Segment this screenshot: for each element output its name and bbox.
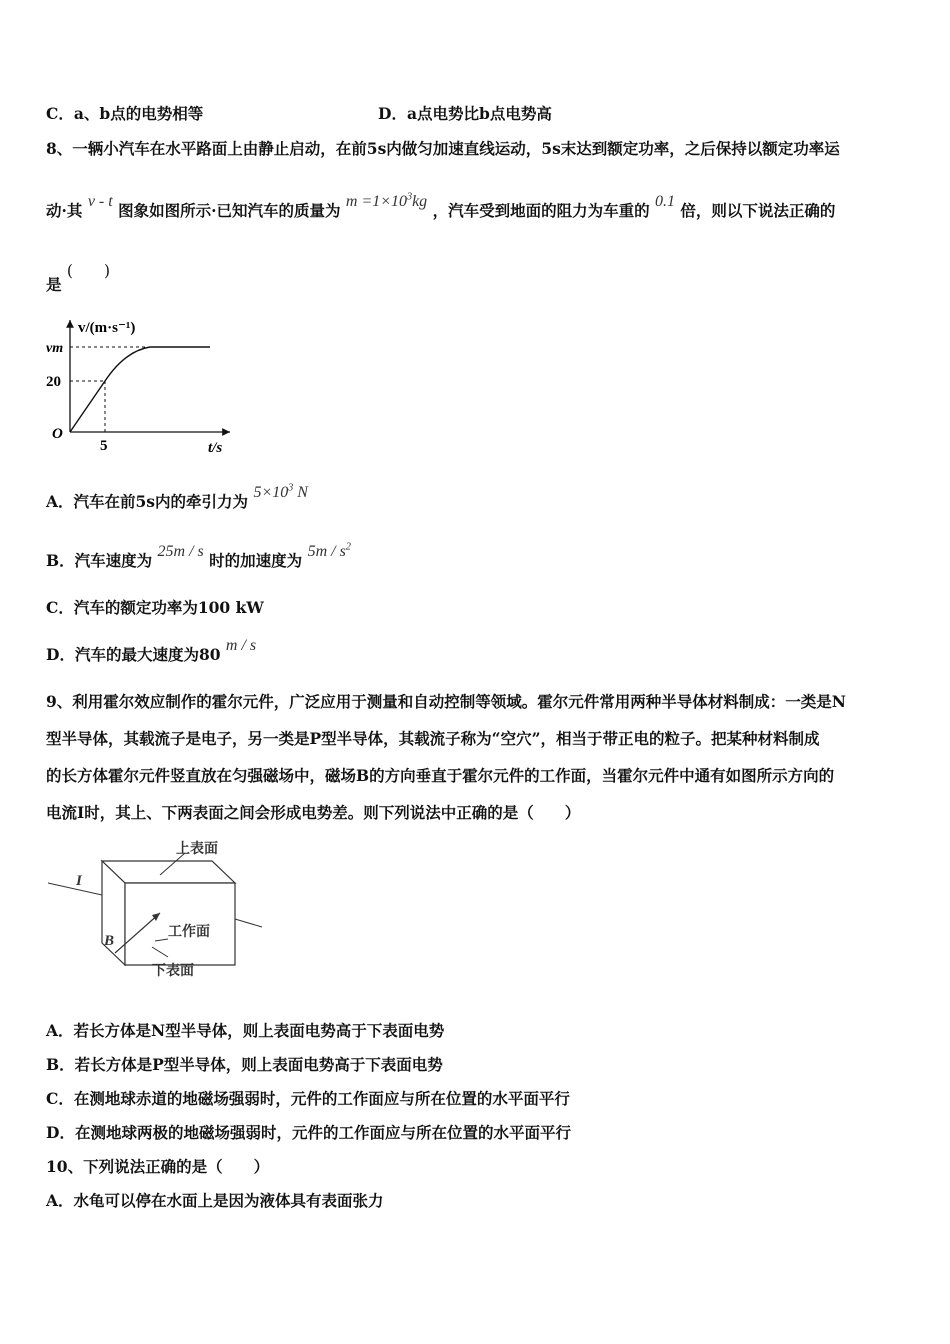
q9-stem-line2: 型半导体，其载流子是电子，另一类是P型半导体，其载流子称为“空穴”，相当于带正电的粒子。把某种材料制成 xyxy=(46,729,820,748)
q8-stem-line1: 8、一辆小汽车在水平路面上由静止启动，在前5s内做匀加速直线运动，5s末达到额定功率，之后保持以额定功率运 xyxy=(46,139,840,158)
q9-option-c: C．在测地球赤道的地磁场强弱时，元件的工作面应与所在位置的水平面平行 xyxy=(46,1089,570,1108)
q10-stem: 10、下列说法正确的是（ ） xyxy=(46,1157,270,1176)
q8-text-b: 图象如图所示·已知汽车的质量为 xyxy=(118,201,341,220)
current-label: I xyxy=(76,873,82,889)
q9-option-b: B．若长方体是P型半导体，则上表面电势高于下表面电势 xyxy=(46,1055,443,1074)
q8-text-c: ，汽车受到地面的阻力为车重的 xyxy=(432,201,650,220)
answer-bracket: ( ) xyxy=(66,262,111,280)
q8-text-d: 倍，则以下说法正确的 xyxy=(680,201,836,220)
q8-option-c: C．汽车的额定功率为100 kW xyxy=(46,598,264,617)
q8-stem-line2 xyxy=(46,191,836,221)
y-tick-20: 20 xyxy=(46,374,61,390)
vt-symbol: v - t xyxy=(87,193,113,210)
q8-text-e: 是 xyxy=(46,275,62,294)
q8-option-d: D．汽车的最大速度为80 m / s xyxy=(46,637,257,664)
origin-label: O xyxy=(52,426,63,442)
hall-element-figure xyxy=(40,835,280,985)
field-label: B xyxy=(104,933,115,949)
q10-option-a: A．水龟可以停在水面上是因为液体具有表面张力 xyxy=(46,1191,384,1210)
q9-stem-line4: 电流I时，其上、下两表面之间会形成电势差。则下列说法中正确的是（ ） xyxy=(46,803,581,822)
bottom-surface-label: 下表面 xyxy=(152,964,194,979)
vt-graph xyxy=(40,308,240,458)
q8-stem-line3 xyxy=(46,262,111,295)
work-face xyxy=(125,883,235,965)
current-wire-right xyxy=(235,919,262,927)
q9-option-a: A．若长方体是N型半导体，则上表面电势高于下表面电势 xyxy=(46,1021,445,1040)
q8-option-a: A．汽车在前5s内的牵引力为 $5\times 10^3$ N xyxy=(46,482,308,511)
q9-stem-line1: 9、利用霍尔效应制作的霍尔元件，广泛应用于测量和自动控制等领域。霍尔元件常用两种半导体材料制成：一类是N xyxy=(46,692,846,711)
friction-ratio: 0.1 xyxy=(655,193,675,210)
x-tick-5: 5 xyxy=(100,438,108,454)
mass-expression: $m =1\times 10^3kg$ xyxy=(345,191,428,210)
q7-option-d: D．a点电势比b点电势高 xyxy=(378,104,552,123)
vm-label: vm xyxy=(46,341,64,356)
q8-text-a: 动·其 xyxy=(46,201,83,220)
x-axis-label: t/s xyxy=(208,440,223,456)
current-wire-left xyxy=(48,883,102,895)
q8-option-b: B．汽车速度为 25m / s 时的加速度为 $5m / s^2$ xyxy=(46,541,351,570)
y-axis-label: v/(m·s⁻¹) xyxy=(78,320,136,336)
velocity-curve xyxy=(70,347,210,432)
q9-stem-line3: 的长方体霍尔元件竖直放在匀强磁场中，磁场B的方向垂直于霍尔元件的工作面，当霍尔元件中通有如图所示方向的 xyxy=(46,766,835,785)
work-surface-label: 工作面 xyxy=(168,925,210,940)
top-surface-label: 上表面 xyxy=(176,842,218,857)
q9-option-d: D．在测地球两极的地磁场强弱时，元件的工作面应与所在位置的水平面平行 xyxy=(46,1123,571,1142)
q7-option-c: C．a、b点的电势相等 xyxy=(46,104,204,123)
